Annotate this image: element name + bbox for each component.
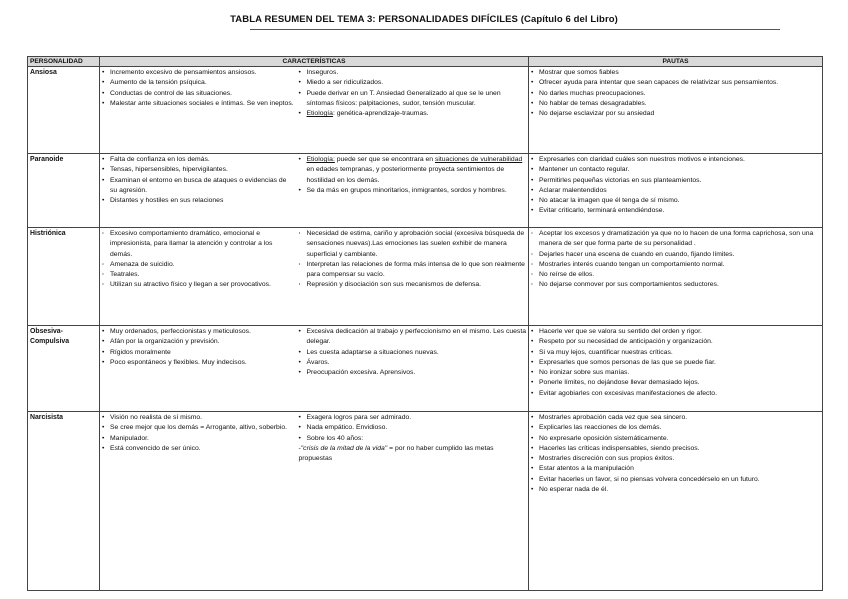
list-item: • Visión no realista de sí mismo.: [102, 413, 295, 423]
table-row-narcisista: [28, 412, 823, 591]
list-item: • Muy ordenados, perfeccionistas y meticulosos.: [102, 327, 295, 337]
summary-table: [27, 56, 823, 591]
list-item: · No reírse de ellos.: [531, 270, 820, 280]
pautas-cell: [529, 326, 823, 412]
list-item: • No atacar la imagen que él tenga de sí mismo.: [531, 196, 820, 206]
list-item: • Rígidos moralmente: [102, 348, 295, 358]
list-item: • Si va muy lejos, cuantificar nuestras críticas.: [531, 348, 820, 358]
personality-name: Narcisista: [28, 412, 100, 591]
list-item: • Ávaros.: [299, 358, 527, 368]
list-item: • Expresarles con claridad cuáles son nuestros motivos e intenciones.: [531, 155, 820, 165]
list-item: • Malestar ante situaciones sociales e íntimas. Se ven ineptos.: [102, 99, 295, 109]
list-item: · Amenaza de suicidio.: [102, 260, 295, 270]
list-item: • Se cree mejor que los demás = Arrogante, altivo, soberbio.: [102, 423, 295, 433]
list-item: • No darles muchas preocupaciones.: [531, 89, 820, 99]
list-item: • Hacerles las críticas indispensables, siendo precisos.: [531, 444, 820, 454]
list-item: • Conductas de control de las situaciones.: [102, 89, 295, 99]
list-item: • Falta de confianza en los demás.: [102, 155, 295, 165]
list-item: • Sobre los 40 años:: [299, 434, 527, 444]
list-item: • Aclarar malentendidos: [531, 186, 820, 196]
list-item: • Mostrar que somos fiables: [531, 68, 820, 78]
list-item: • Ponerle límites, no dejándose llevar demasiado lejos.: [531, 378, 820, 388]
list-item: · Represión y disociación son sus mecanismos de defensa.: [299, 280, 527, 290]
characteristics-col2: [297, 154, 529, 228]
table-row-histrionica: [28, 228, 823, 326]
characteristics-col2: [297, 412, 529, 591]
list-item: · Necesidad de estima, cariño y aprobación social (excesiva búsqueda de sensaciones nuevas).Las emociones las suelen exhibir de manera superficial y cambiante.: [299, 229, 527, 260]
characteristics-col1: [100, 326, 297, 412]
table-row-ansiosa: [28, 67, 823, 154]
list-item: • Exagera logros para ser admirado.: [299, 413, 527, 423]
list-item: • Puede derivar en un T. Ansiedad Generalizado al que se le unen síntomas físicos: palpitaciones, sudor, tensión muscular.: [299, 89, 527, 110]
list-item: • Manipulador.: [102, 434, 295, 444]
list-item: • Afán por la organización y previsión.: [102, 337, 295, 347]
list-item: • Incremento excesivo de pensamientos ansiosos.: [102, 68, 295, 78]
header-personalidad: PERSONALIDAD: [28, 57, 100, 67]
personality-name: Ansiosa: [28, 67, 100, 154]
characteristics-col2: [297, 326, 529, 412]
list-item: • Examinan el entorno en busca de ataques o evidencias de su agresión.: [102, 176, 295, 197]
table-row-paranoide: [28, 154, 823, 228]
list-item: • Respeto por su necesidad de anticipación y organización.: [531, 337, 820, 347]
pautas-cell: [529, 412, 823, 591]
list-item: • Evitar criticarlo, terminará entendiéndose.: [531, 206, 820, 216]
list-item: • Etiología: genética-aprendizaje-traumas.: [299, 109, 527, 119]
list-item: • No expresarle oposición sistemáticamente.: [531, 434, 820, 444]
list-item: · Excesivo comportamiento dramático, emocional e impresionista, para llamar la atención y controlar a los demás.: [102, 229, 295, 260]
header-pautas: PAUTAS: [529, 57, 823, 67]
header-row: [28, 57, 823, 67]
list-item: • Distantes y hostiles en sus relaciones: [102, 196, 295, 206]
list-item: • Inseguros.: [299, 68, 527, 78]
page-title: TABLA RESUMEN DEL TEMA 3: PERSONALIDADES DIFÍCILES (Capítulo 6 del Libro): [230, 14, 618, 25]
list-item: • Excesiva dedicación al trabajo y perfeccionismo en el mismo. Les cuesta delegar.: [299, 327, 527, 348]
list-item: • Nada empático. Envidioso.: [299, 423, 527, 433]
list-item: • Explicarles las reacciones de los demás.: [531, 423, 820, 433]
personality-name: Obsesiva-Compulsiva: [28, 326, 100, 412]
title-underline: [250, 29, 780, 30]
pautas-cell: [529, 154, 823, 228]
list-item: • Mostrarles discreción con sus propios éxitos.: [531, 454, 820, 464]
list-item: • No ironizar sobre sus manías.: [531, 368, 820, 378]
list-item: · Interpretan las relaciones de forma más intensa de lo que son realmente para compensar su vacío.: [299, 260, 527, 281]
list-item: • Mantener un contacto regular.: [531, 165, 820, 175]
characteristics-col1: [100, 154, 297, 228]
crisis-note: -"crisis de la mitad de la vida" = por no haber cumplido las metas propuestas: [298, 444, 494, 463]
personality-name: Histriónica: [28, 228, 100, 326]
list-item: • Expresarles que somos personas de las que se puede fiar.: [531, 358, 820, 368]
list-item: • Estar atentos a la manipulación: [531, 464, 820, 474]
list-item: · Aceptar los excesos y dramatización ya que no lo hacen de una forma caprichosa, son una manera de ser que forma parte de su personalidad .: [531, 229, 820, 250]
list-item: • Etiología: puede ser que se encontrara en situaciones de vulnerabilidad en edades tempranas, y posteriormente proyecta sentimientos de hostilidad en los demás.: [299, 155, 527, 186]
list-item: • No esperar nada de él.: [531, 485, 820, 495]
characteristics-col1: [100, 67, 297, 154]
list-item: • Miedo a ser ridiculizados.: [299, 78, 527, 88]
list-item: • Permitirles pequeñas victorias en sus planteamientos.: [531, 176, 820, 186]
list-item: • Aumento de la tensión psíquica.: [102, 78, 295, 88]
personality-name: Paranoide: [28, 154, 100, 228]
table-row-obsesiva-compulsiva: [28, 326, 823, 412]
list-item: • Les cuesta adaptarse a situaciones nuevas.: [299, 348, 527, 358]
header-caracteristicas: CARACTERÍSTICAS: [100, 57, 529, 67]
characteristics-col2: [297, 67, 529, 154]
list-item: • Preocupación excesiva. Aprensivos.: [299, 368, 527, 378]
list-item: · Utilizan su atractivo físico y llegan a ser provocativos.: [102, 280, 295, 290]
list-item: • Poco espontáneos y flexibles. Muy indecisos.: [102, 358, 295, 368]
list-item: • Tensas, hipersensibles, hipervigilantes.: [102, 165, 295, 175]
list-item: • Se da más en grupos minoritarios, inmigrantes, sordos y hombres.: [299, 186, 527, 196]
characteristics-col1: [100, 228, 297, 326]
list-item: · No dejarse conmover por sus comportamientos seductores.: [531, 280, 820, 290]
list-item: · Teatrales.: [102, 270, 295, 280]
list-item: • No hablar de temas desagradables.: [531, 99, 820, 109]
pautas-cell: [529, 228, 823, 326]
list-item: • Mostrarles aprobación cada vez que sea sincero.: [531, 413, 820, 423]
list-item: · Mostrarles interés cuando tengan un comportamiento normal.: [531, 260, 820, 270]
characteristics-col1: [100, 412, 297, 591]
pautas-cell: [529, 67, 823, 154]
list-item: · Dejarles hacer una escena de cuando en cuando, fijando límites.: [531, 250, 820, 260]
list-item: • Ofrecer ayuda para intentar que sean capaces de relativizar sus pensamientos.: [531, 78, 820, 88]
list-item: • No dejarse esclavizar por su ansiedad: [531, 109, 820, 119]
characteristics-col2: [297, 228, 529, 326]
list-item: • Evitar hacerles un favor, si no piensas volvera concedérselo en un futuro.: [531, 475, 820, 485]
list-item: • Hacerle ver que se valora su sentido del orden y rigor.: [531, 327, 820, 337]
list-item: • Evitar agobiarles con excesivas manifestaciones de afecto.: [531, 389, 820, 399]
list-item: • Está convencido de ser único.: [102, 444, 295, 454]
